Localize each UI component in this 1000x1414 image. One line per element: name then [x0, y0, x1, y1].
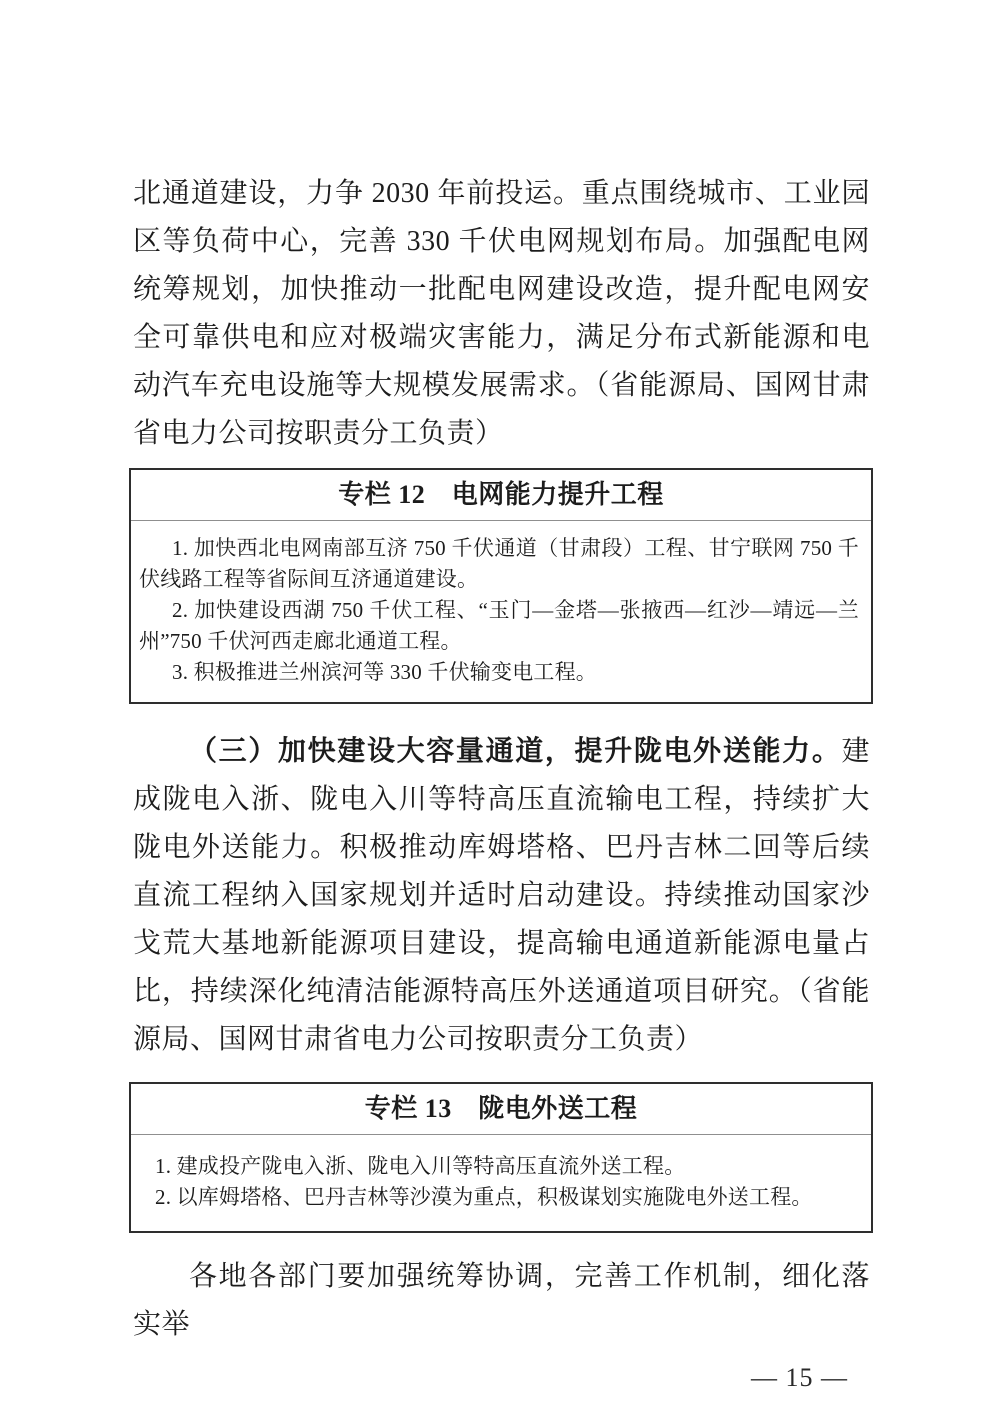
box-13-item-1: 1. 建成投产陇电入浙、陇电入川等特高压直流外送工程。	[155, 1154, 686, 1178]
box-12-title: 专栏 12 电网能力提升工程	[131, 470, 871, 521]
box-12-item-2: 2. 加快建设西湖 750 千伏工程、“玉门—金塔—张掖西—红沙—靖远—兰州”750 千伏河西走廊北通道工程。	[139, 598, 859, 653]
box-12-item-3: 3. 积极推进兰州滨河等 330 千伏输变电工程。	[172, 660, 597, 684]
box-13-body	[131, 1135, 871, 1231]
paragraph-section-3	[133, 728, 870, 1064]
callout-box-13	[129, 1082, 873, 1233]
section-3-body: 建成陇电入浙、陇电入川等特高压直流输电工程，持续扩大陇电外送能力。积极推动库姆塔格、巴丹吉林二回等后续直流工程纳入国家规划并适时启动建设。持续推动国家沙戈荒大基地新能源项目建设，提高输电通道新能源电量占比，持续深化纯清洁能源特高压外送通道项目研究。（省能源局、国网甘肃省电力公司按职责分工负责）	[133, 736, 870, 1055]
box-12-body	[131, 521, 871, 702]
callout-box-12	[129, 468, 873, 704]
box-12-item-1: 1. 加快西北电网南部互济 750 千伏通道（甘肃段）工程、甘宁联网 750 千伏线路工程等省际间互济通道建设。	[139, 536, 859, 591]
page-number: — 15 —	[751, 1363, 848, 1392]
box-13-title: 专栏 13 陇电外送工程	[131, 1084, 871, 1135]
box-13-item-2: 2. 以库姆塔格、巴丹吉林等沙漠为重点，积极谋划实施陇电外送工程。	[155, 1185, 813, 1209]
section-3-heading: （三）加快建设大容量通道，提升陇电外送能力。	[189, 736, 842, 767]
paragraph-closing: 各地各部门要加强统筹协调，完善工作机制，细化落实举	[133, 1261, 870, 1340]
paragraph-continuation: 北通道建设，力争 2030 年前投运。重点围绕城市、工业园区等负荷中心，完善 330 千伏电网规划布局。加强配电网统筹规划，加快推动一批配电网建设改造，提升配电网安全可靠供电和应对极端灾害能力，满足分布式新能源和电动汽车充电设施等大规模发展需求。（省能源局、国网甘肃省电力公司按职责分工负责）	[133, 178, 870, 449]
